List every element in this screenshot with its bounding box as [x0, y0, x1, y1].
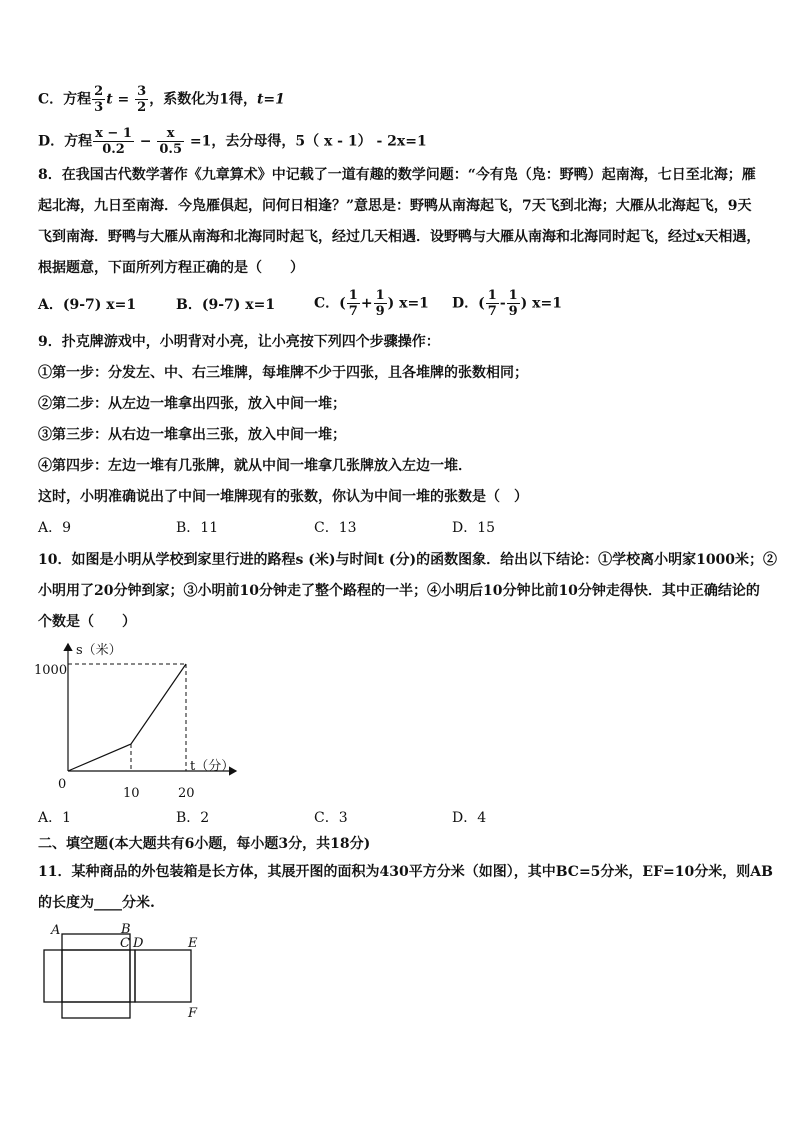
label-d: D: [133, 936, 144, 951]
q9-line-1: 9．扑克牌游戏中，小明背对小亮，让小亮按下列四个步骤操作：: [38, 334, 440, 350]
y-axis-label: s（米）: [76, 643, 122, 658]
q9-question: 这时，小明准确说出了中间一堆牌现有的张数，你认为中间一堆的张数是（ ）: [38, 489, 528, 505]
label-a: A: [51, 923, 61, 938]
label-b: B: [121, 922, 131, 937]
q8-option-a: A．(9-7) x=1: [38, 297, 137, 313]
net-right-side: [130, 950, 135, 1002]
fraction-3-2: $\frac{3}{2}$: [137, 84, 147, 115]
q9-option-d: D．15: [452, 520, 496, 536]
net-left-side: [44, 950, 62, 1002]
q11-line-2: 的长度为____分米.: [38, 895, 155, 911]
q10-line-3: 个数是（ ）: [38, 614, 136, 630]
q8-line-2: 起北海，九日至南海．今凫雁俱起，问何日相逢？”意思是：野鸭从南海起飞，7天飞到北海；大雁从北海起飞，9天: [38, 198, 752, 214]
q8-option-d: D．( $\frac{1}{7}$ - $\frac{1}{9}$ ) x=1: [452, 288, 562, 319]
fraction-x-over-0.5: $\frac{x}{0.5}$: [159, 126, 182, 157]
graph-line: [68, 664, 186, 771]
fraction-2-3: $\frac{2}{3}$: [94, 84, 104, 115]
q8-line-4: 根据题意，下面所列方程正确的是（ ）: [38, 260, 304, 276]
q9-step-1: ①第一步：分发左、中、右三堆牌，每堆牌不少于四张，且各堆牌的张数相同；: [38, 365, 528, 381]
option-d-line: D．方程 $\frac{x - 1}{0.2}$ − $\frac{x}{0.5}$ =1，去分母得，5（ x - 1） - 2x=1: [38, 126, 427, 157]
option-c-label: C．方程: [38, 91, 92, 108]
q9-step-4: ④第四步：左边一堆有几张牌，就从中间一堆拿几张牌放入左边一堆．: [38, 458, 472, 474]
q10-line-1: 10．如图是小明从学校到家里行进的路程s (米)与时间t (分)的函数图象．给出以下结论：①学校离小明家1000米；②: [38, 552, 778, 568]
q11-line-1: 11．某种商品的外包装箱是长方体，其展开图的面积为430平方分米（如图），其中BC=5分米，EF=10分米，则AB: [38, 864, 773, 880]
option-c-line: C．方程 $\frac{2}{3}$ t = $\frac{3}{2}$ ，系数化为1得，t=1: [38, 84, 285, 115]
q9-step-3: ③第三步：从右边一堆拿出三张，放入中间一堆；: [38, 427, 346, 443]
q10-option-c: C．3: [314, 810, 348, 826]
q9-step-2: ②第二步：从左边一堆拿出四张，放入中间一堆；: [38, 396, 346, 412]
section-heading: 二、填空题(本大题共有6小题，每小题3分，共18分): [38, 836, 371, 852]
q9-option-c: C．13: [314, 520, 357, 536]
q8-option-c: C．( $\frac{1}{7}$ + $\frac{1}{9}$ ) x=1: [314, 288, 429, 319]
q10-line-2: 小明用了20分钟到家；③小明前10分钟走了整个路程的一半；④小明后10分钟比前10分钟走得快．其中正确结论的: [38, 583, 760, 599]
label-f: F: [188, 1006, 198, 1021]
x-tick-10: 10: [123, 786, 140, 801]
q8-option-b: B．(9-7) x=1: [176, 297, 276, 313]
q10-option-b: B．2: [176, 810, 210, 826]
x-tick-20: 20: [178, 786, 195, 801]
y-tick-1000: 1000: [34, 663, 68, 678]
q10-option-d: D．4: [452, 810, 487, 826]
q8-line-1: 8．在我国古代数学著作《九章算术》中记载了一道有趣的数学问题：“今有凫（凫：野鸭）起南海，七日至北海；雁: [38, 167, 756, 183]
distance-time-graph: [30, 638, 250, 803]
net-bottom-face: [62, 1002, 130, 1018]
q10-option-a: A．1: [38, 810, 72, 826]
fraction-x-1-over-0.2: $\frac{x - 1}{0.2}$: [95, 126, 132, 157]
label-c: C: [120, 936, 130, 951]
option-d-label: D．方程: [38, 133, 93, 150]
box-net-diagram: [36, 922, 216, 1027]
net-front-face: [62, 950, 130, 1002]
q9-option-b: B．11: [176, 520, 219, 536]
origin-label: 0: [58, 777, 67, 792]
q9-option-a: A．9: [38, 520, 72, 536]
label-e: E: [188, 936, 198, 951]
x-axis-label: t（分）: [190, 759, 235, 774]
net-back-face: [135, 950, 191, 1002]
q8-line-3: 飞到南海．野鸭与大雁从南海和北海同时起飞，经过几天相遇．设野鸭与大雁从南海和北海同时起飞，经过x天相遇，: [38, 229, 761, 245]
